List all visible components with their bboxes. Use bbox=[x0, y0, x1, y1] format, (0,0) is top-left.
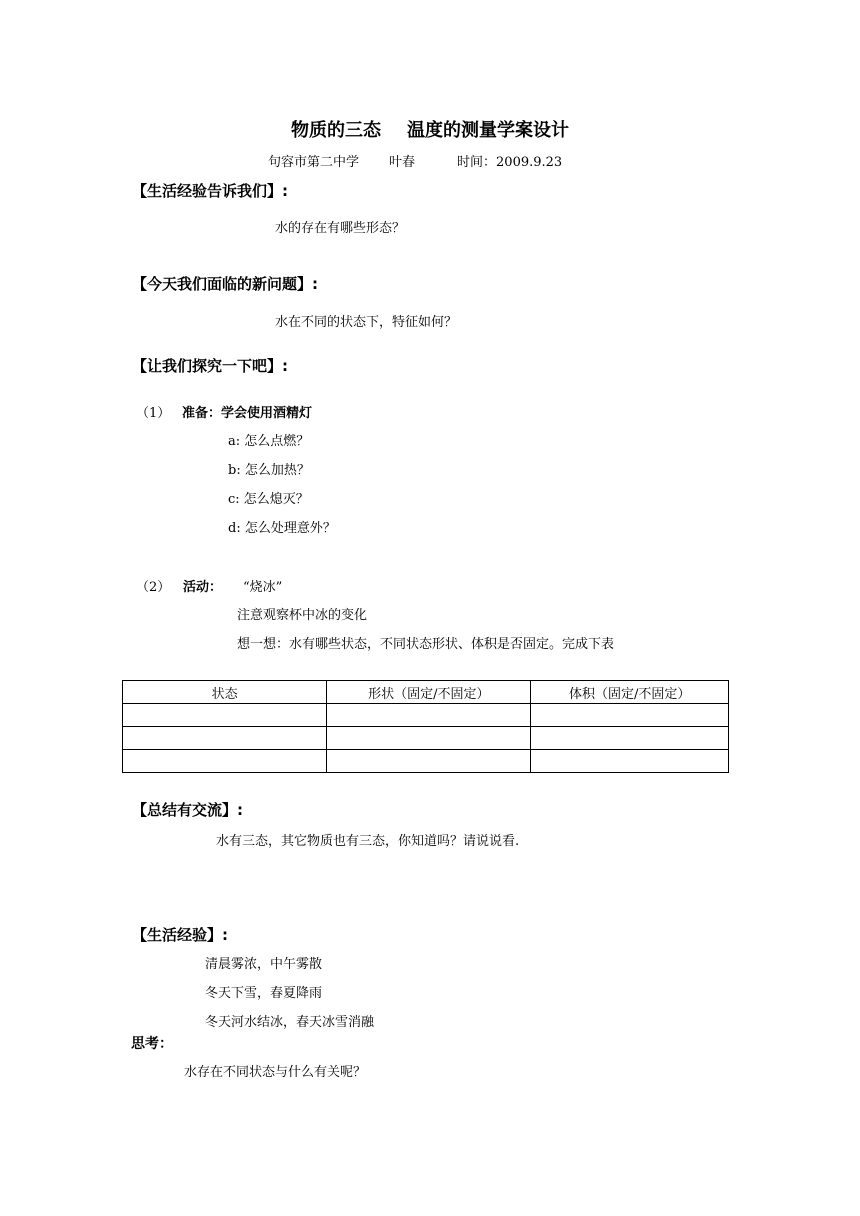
table-cell[interactable] bbox=[531, 727, 729, 750]
section-explore-heading: 【让我们探究一下吧】: bbox=[132, 357, 288, 375]
table-row bbox=[123, 704, 729, 727]
section-summary-text: 水有三态，其它物质也有三态，你知道吗？请说说看. bbox=[216, 834, 520, 849]
table-cell[interactable] bbox=[531, 704, 729, 727]
experience-item-2: 冬天下雪，春夏降雨 bbox=[205, 986, 323, 1001]
section-new-problem-heading: 【今天我们面临的新问题】: bbox=[132, 275, 318, 293]
section-life-experience-heading: 【生活经验告诉我们】: bbox=[132, 182, 288, 200]
table-cell[interactable] bbox=[123, 727, 327, 750]
section-new-problem-question: 水在不同的状态下，特征如何？ bbox=[275, 315, 458, 330]
step-1-number: （1） bbox=[136, 406, 171, 421]
date-text: 时间：2009.9.23 bbox=[457, 155, 563, 170]
table-header-volume: 体积（固定/不固定） bbox=[531, 681, 729, 704]
experience-item-3: 冬天河水结冰，春天冰雪消融 bbox=[205, 1015, 375, 1030]
table-row bbox=[123, 727, 729, 750]
table-cell[interactable] bbox=[327, 704, 531, 727]
section-summary-heading: 【总结有交流】: bbox=[132, 801, 243, 819]
step-1-item-c: c: 怎么熄灭？ bbox=[228, 492, 309, 507]
table-cell[interactable] bbox=[327, 727, 531, 750]
table-header-state: 状态 bbox=[123, 681, 327, 704]
step-1-label: 准备：学会使用酒精灯 bbox=[182, 406, 313, 421]
table-row bbox=[123, 750, 729, 773]
subtitle bbox=[268, 151, 562, 170]
table-cell[interactable] bbox=[327, 750, 531, 773]
step-2-note-1: 注意观察杯中冰的变化 bbox=[237, 608, 368, 623]
table-cell[interactable] bbox=[123, 750, 327, 773]
title-part-1: 物质的三态 bbox=[291, 120, 381, 141]
experience-item-1: 清晨雾浓，中午雾散 bbox=[205, 957, 323, 972]
title-part-2: 温度的测量学案设计 bbox=[407, 120, 569, 141]
author-name: 叶春 bbox=[389, 155, 416, 170]
table-header-row bbox=[123, 681, 729, 704]
section-life-experience-question: 水的存在有哪些形态？ bbox=[275, 221, 406, 236]
step-2-note-2: 想一想：水有哪些状态，不同状态形状、体积是否固定。完成下表 bbox=[237, 637, 615, 652]
step-2-number: （2） bbox=[136, 580, 171, 595]
think-label: 思考： bbox=[131, 1036, 173, 1052]
table-header-shape: 形状（固定/不固定） bbox=[327, 681, 531, 704]
school-name: 句容市第二中学 bbox=[268, 155, 360, 170]
table-cell[interactable] bbox=[123, 704, 327, 727]
section-experience-heading: 【生活经验】: bbox=[132, 926, 228, 944]
table-cell[interactable] bbox=[531, 750, 729, 773]
step-1-item-d: d: 怎么处理意外？ bbox=[228, 521, 336, 536]
states-table bbox=[122, 680, 729, 773]
step-1-item-b: b: 怎么加热？ bbox=[228, 463, 310, 478]
step-2-label: 活动： bbox=[183, 580, 223, 595]
step-1-item-a: a: 怎么点燃？ bbox=[228, 434, 310, 449]
page-title bbox=[0, 116, 860, 142]
think-question: 水存在不同状态与什么有关呢？ bbox=[184, 1065, 367, 1080]
step-2-activity: “烧冰” bbox=[243, 580, 283, 595]
